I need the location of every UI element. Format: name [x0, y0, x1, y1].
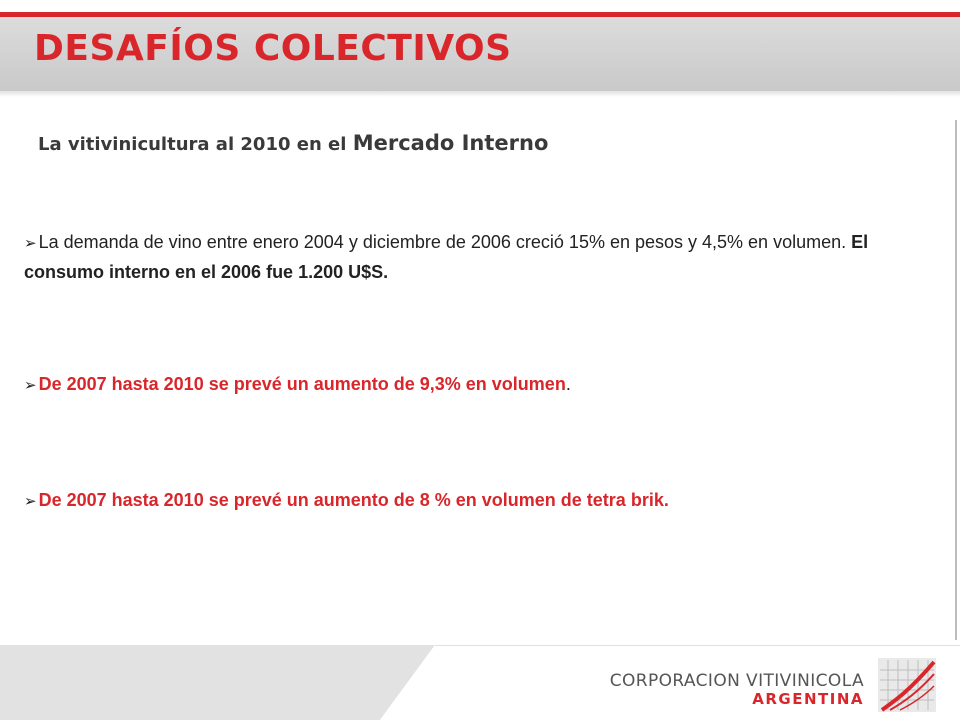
footer-logo-text [610, 672, 864, 708]
bullet-3-red-text: De 2007 hasta 2010 se prevé un aumento de 8 % en volumen de tetra brik. [38, 490, 669, 510]
logo-line-1: CORPORACION VITIVINICOLA [609, 671, 864, 691]
right-divider [955, 120, 957, 640]
arrow-bullet-icon: ➢ [24, 493, 37, 510]
subtitle-part2: Mercado Interno [352, 131, 549, 155]
bullet-2-tail: . [565, 374, 571, 394]
arrow-bullet-icon: ➢ [24, 377, 37, 394]
bullet-item-3 [24, 486, 924, 516]
subtitle-part1: La vitivinicultura al 2010 en el [38, 134, 347, 155]
arrow-bullet-icon: ➢ [24, 235, 37, 252]
logo-line-2: ARGENTINA [752, 690, 864, 708]
bullet-item-1 [24, 228, 924, 286]
slide-title: DESAFÍOS COLECTIVOS [34, 28, 512, 69]
bullet-1-bold-text: El consumo interno en el 2006 fue 1.200 U$S. [24, 232, 869, 282]
grid-swoosh-logo-icon [876, 656, 938, 714]
bullet-1-text: La demanda de vino entre enero 2004 y diciembre de 2006 creció 15% en pesos y 4,5% en volumen. [38, 232, 852, 252]
bullet-item-2 [24, 370, 924, 400]
header-shadow [0, 91, 960, 97]
slide-subtitle [38, 131, 548, 155]
bullet-2-red-text: De 2007 hasta 2010 se prevé un aumento de 9,3% en volumen [38, 374, 566, 394]
